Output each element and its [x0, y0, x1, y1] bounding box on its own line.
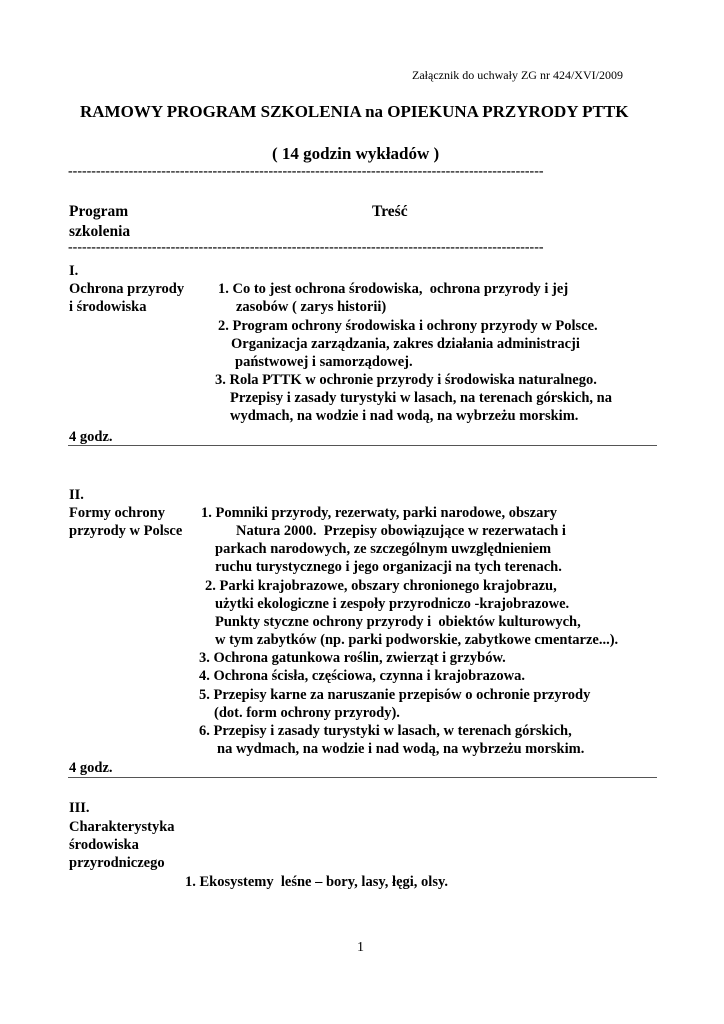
page-number: 1	[357, 940, 364, 955]
section1-line: 1. Co to jest ochrona środowiska, ochrona przyrody i jej	[218, 281, 569, 297]
section2-line: 1. Pomniki przyrody, rezerwaty, parki narodowe, obszary	[201, 505, 558, 521]
section2-line: 2. Parki krajobrazowe, obszary chronionego krajobrazu,	[205, 578, 557, 594]
separator-header: ------------------------------------------------------------------------------------------------------	[68, 240, 544, 255]
column-header-program: Program	[69, 203, 129, 220]
separator-top: ------------------------------------------------------------------------------------------------------	[68, 164, 544, 179]
column-header-content: Treść	[372, 203, 408, 220]
section2-name-1: Formy ochrony	[69, 505, 165, 521]
section1-line: Organizacja zarządzania, zakres działania administracji	[231, 336, 580, 352]
section3-number: III.	[69, 800, 90, 816]
section2-line: 5. Przepisy karne za naruszanie przepisów o ochronie przyrody	[199, 687, 591, 703]
section1-line: Przepisy i zasady turystyki w lasach, na terenach górskich, na	[230, 390, 612, 406]
section2-hours: 4 godz.	[69, 760, 113, 776]
section1-number: I.	[69, 263, 79, 279]
section2-line: 6. Przepisy i zasady turystyki w lasach, w terenach górskich,	[199, 723, 572, 739]
section1-line: państwowej i samorządowej.	[235, 354, 413, 370]
section3-line: 1. Ekosystemy leśne – bory, lasy, łęgi, olsy.	[185, 874, 449, 890]
document-subtitle: ( 14 godzin wykładów )	[272, 144, 440, 163]
section1-line: wydmach, na wodzie i nad wodą, na wybrzeżu morskim.	[230, 408, 579, 424]
section2-line: (dot. form ochrony przyrody).	[214, 705, 400, 721]
section2-name-2: przyrody w Polsce	[69, 523, 183, 539]
section1-hours: 4 godz.	[69, 429, 113, 445]
section3-name-3: przyrodniczego	[69, 855, 165, 871]
column-header-program-2: szkolenia	[69, 223, 131, 240]
section2-number: II.	[69, 487, 84, 503]
section2-line: w tym zabytków (np. parki podworskie, zabytkowe cmentarze...).	[215, 632, 619, 648]
section2-line: 3. Ochrona gatunkowa roślin, zwierząt i grzybów.	[199, 650, 506, 666]
section1-name-1: Ochrona przyrody	[69, 281, 185, 297]
section3-name-2: środowiska	[69, 837, 139, 853]
section2-divider	[68, 777, 657, 778]
section2-line: parkach narodowych, ze szczególnym uwzględnieniem	[215, 541, 552, 557]
section1-divider	[68, 445, 657, 446]
section1-name-2: i środowiska	[69, 299, 147, 315]
section1-line: 3. Rola PTTK w ochronie przyrody i środowiska naturalnego.	[215, 372, 597, 388]
section2-line: użytki ekologiczne i zespoły przyrodniczo -krajobrazowe.	[215, 596, 570, 612]
section3-name-1: Charakterystyka	[69, 819, 175, 835]
section2-line: 4. Ochrona ścisła, częściowa, czynna i krajobrazowa.	[199, 668, 525, 684]
annex-note: Załącznik do uchwały ZG nr 424/XVI/2009	[412, 68, 623, 82]
section2-line: na wydmach, na wodzie i nad wodą, na wybrzeżu morskim.	[217, 741, 585, 757]
document-title: RAMOWY PROGRAM SZKOLENIA na OPIEKUNA PRZYRODY PTTK	[80, 102, 629, 121]
section2-line: Punkty styczne ochrony przyrody i obiektów kulturowych,	[215, 614, 581, 630]
section2-line: Natura 2000. Przepisy obowiązujące w rezerwatach i	[236, 523, 566, 539]
section1-line: zasobów ( zarys historii)	[236, 299, 387, 315]
section2-line: ruchu turystycznego i jego organizacji na tych terenach.	[215, 559, 562, 575]
section1-line: 2. Program ochrony środowiska i ochrony przyrody w Polsce.	[218, 318, 598, 334]
